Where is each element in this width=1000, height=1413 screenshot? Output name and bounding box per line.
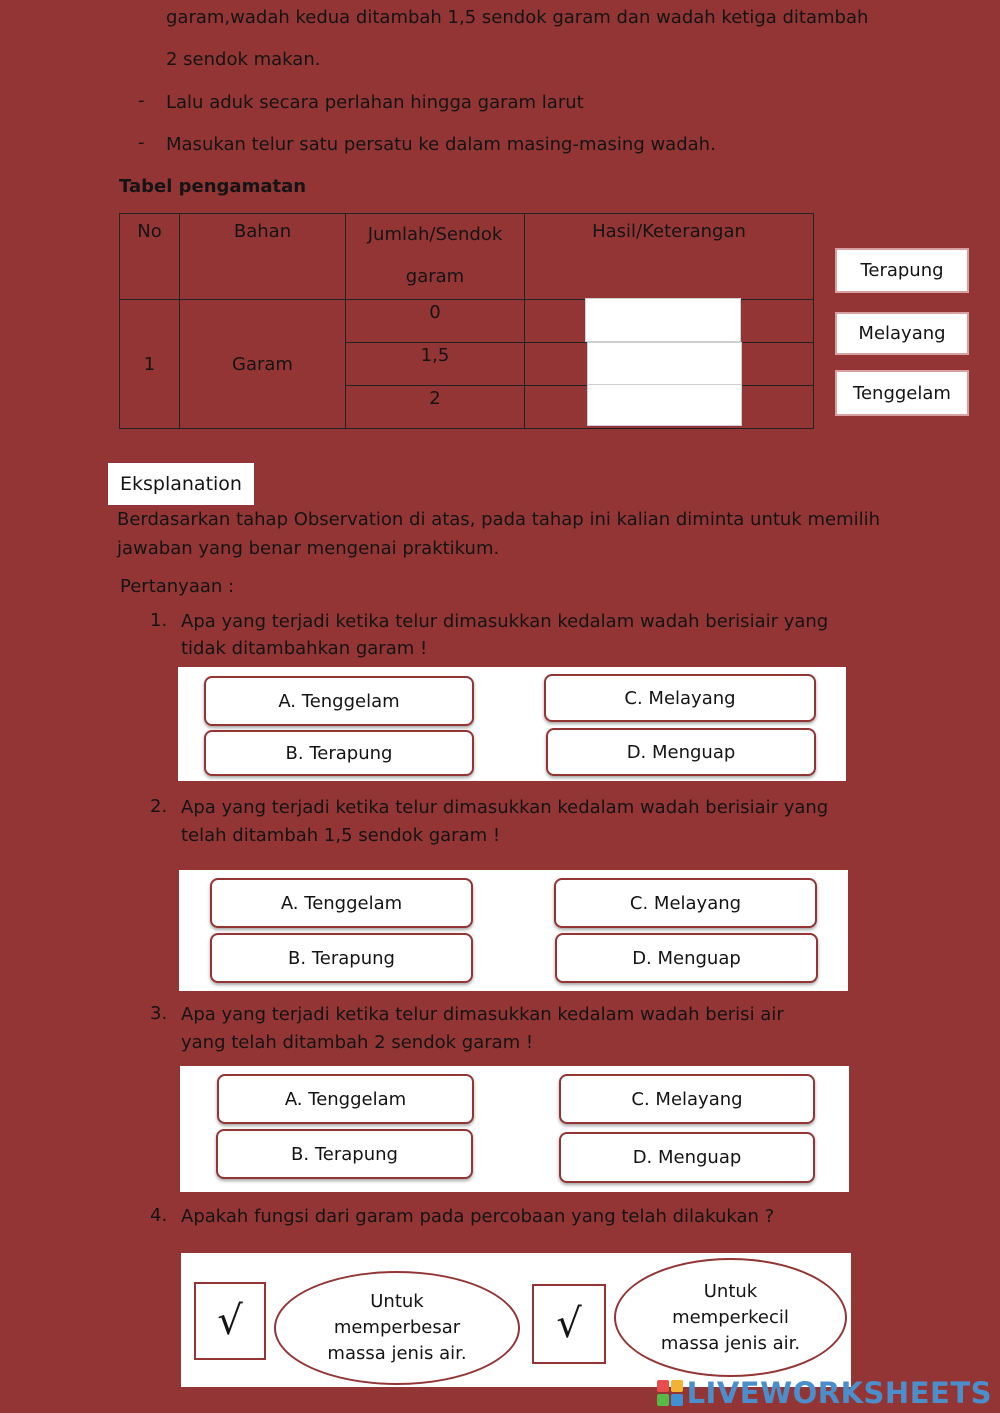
intro-bullet-1: Lalu aduk secara perlahan hingga garam larut [166,92,584,113]
checkbox-memperkecil[interactable]: √ [532,1284,606,1364]
liveworksheets-watermark [657,1376,992,1410]
bullet-dash: - [138,90,145,111]
question-number: 3. [150,1003,168,1024]
q1-option-a[interactable]: A. Tenggelam [204,676,474,726]
question-3-line1: Apa yang terjadi ketika telur dimasukkan kedalam wadah berisi air [181,1004,784,1025]
question-2-options-panel [179,870,848,991]
watermark-text: LIVEWORKSHEETS [686,1376,992,1410]
choice-memperkecil-line3: massa jenis air. [660,1332,801,1354]
explanation-desc-line2: jawaban yang benar mengenai praktikum. [117,538,500,559]
intro-line-1: garam,wadah kedua ditambah 1,5 sendok garam dan wadah ketiga ditambah [166,7,869,28]
word-card-tenggelam[interactable]: Tenggelam [835,370,969,416]
intro-line-2: 2 sendok makan. [166,49,321,70]
question-number: 4. [150,1205,168,1226]
q3-option-c[interactable]: C. Melayang [559,1074,815,1124]
question-3-line2: yang telah ditambah 2 sendok garam ! [181,1032,534,1053]
q2-option-d[interactable]: D. Menguap [555,933,818,983]
word-card-melayang[interactable]: Melayang [835,312,969,355]
header-jumlah [346,214,525,300]
header-jumlah-line2: garam [405,266,465,287]
header-no: No [120,214,180,300]
checkbox-memperbesar[interactable]: √ [194,1282,266,1360]
drop-target-result-3[interactable] [587,384,742,426]
drop-target-result-2[interactable] [587,342,742,385]
question-4-line1: Apakah fungsi dari garam pada percobaan yang telah dilakukan ? [181,1206,775,1227]
word-card-terapung[interactable]: Terapung [835,248,969,293]
question-4-options-panel [181,1253,851,1387]
q2-option-a[interactable]: A. Tenggelam [210,878,473,928]
row-no: 1 [120,300,180,429]
header-bahan: Bahan [180,214,346,300]
question-2-line2: telah ditambah 1,5 sendok garam ! [181,825,501,846]
amount-cell: 1,5 [346,343,525,386]
q3-option-a[interactable]: A. Tenggelam [217,1074,474,1124]
q1-option-d[interactable]: D. Menguap [546,728,816,776]
liveworksheets-logo-icon [657,1380,683,1406]
q1-option-c[interactable]: C. Melayang [544,674,816,722]
choice-memperkecil-line1: Untuk [703,1280,758,1302]
question-number: 1. [150,610,168,631]
q3-option-b[interactable]: B. Terapung [216,1129,473,1179]
choice-memperkecil[interactable] [614,1258,847,1377]
choice-memperbesar[interactable] [274,1271,520,1385]
choice-memperbesar-line2: memperbesar [333,1317,461,1338]
drop-target-result-1[interactable] [585,298,741,342]
pertanyaan-label: Pertanyaan : [120,576,235,597]
amount-cell: 2 [346,386,525,429]
q1-option-b[interactable]: B. Terapung [204,730,474,776]
explanation-desc-line1: Berdasarkan tahap Observation di atas, pada tahap ini kalian diminta untuk memilih [117,509,881,530]
bullet-dash: - [138,132,145,153]
intro-bullet-2: Masukan telur satu persatu ke dalam masing-masing wadah. [166,134,716,155]
explanation-label: Eksplanation [108,463,254,505]
q3-option-d[interactable]: D. Menguap [559,1132,815,1183]
amount-cell: 0 [346,300,525,343]
question-1-line1: Apa yang terjadi ketika telur dimasukkan kedalam wadah berisiair yang [181,611,829,632]
choice-memperbesar-line1: Untuk [370,1291,424,1312]
row-bahan: Garam [180,300,346,429]
choice-memperbesar-line3: massa jenis air. [327,1343,467,1364]
header-jumlah-line1: Jumlah/Sendok [367,224,503,245]
choice-memperkecil-line2: memperkecil [672,1306,789,1328]
q2-option-c[interactable]: C. Melayang [554,878,817,928]
question-3-options-panel [180,1066,849,1192]
header-hasil: Hasil/Keterangan [525,214,814,300]
question-2-line1: Apa yang terjadi ketika telur dimasukkan kedalam wadah berisiair yang [181,797,829,818]
table-title: Tabel pengamatan [119,176,307,197]
question-1-line2: tidak ditambahkan garam ! [181,638,428,659]
q2-option-b[interactable]: B. Terapung [210,933,473,983]
question-1-options-panel [178,667,846,781]
question-number: 2. [150,796,168,817]
